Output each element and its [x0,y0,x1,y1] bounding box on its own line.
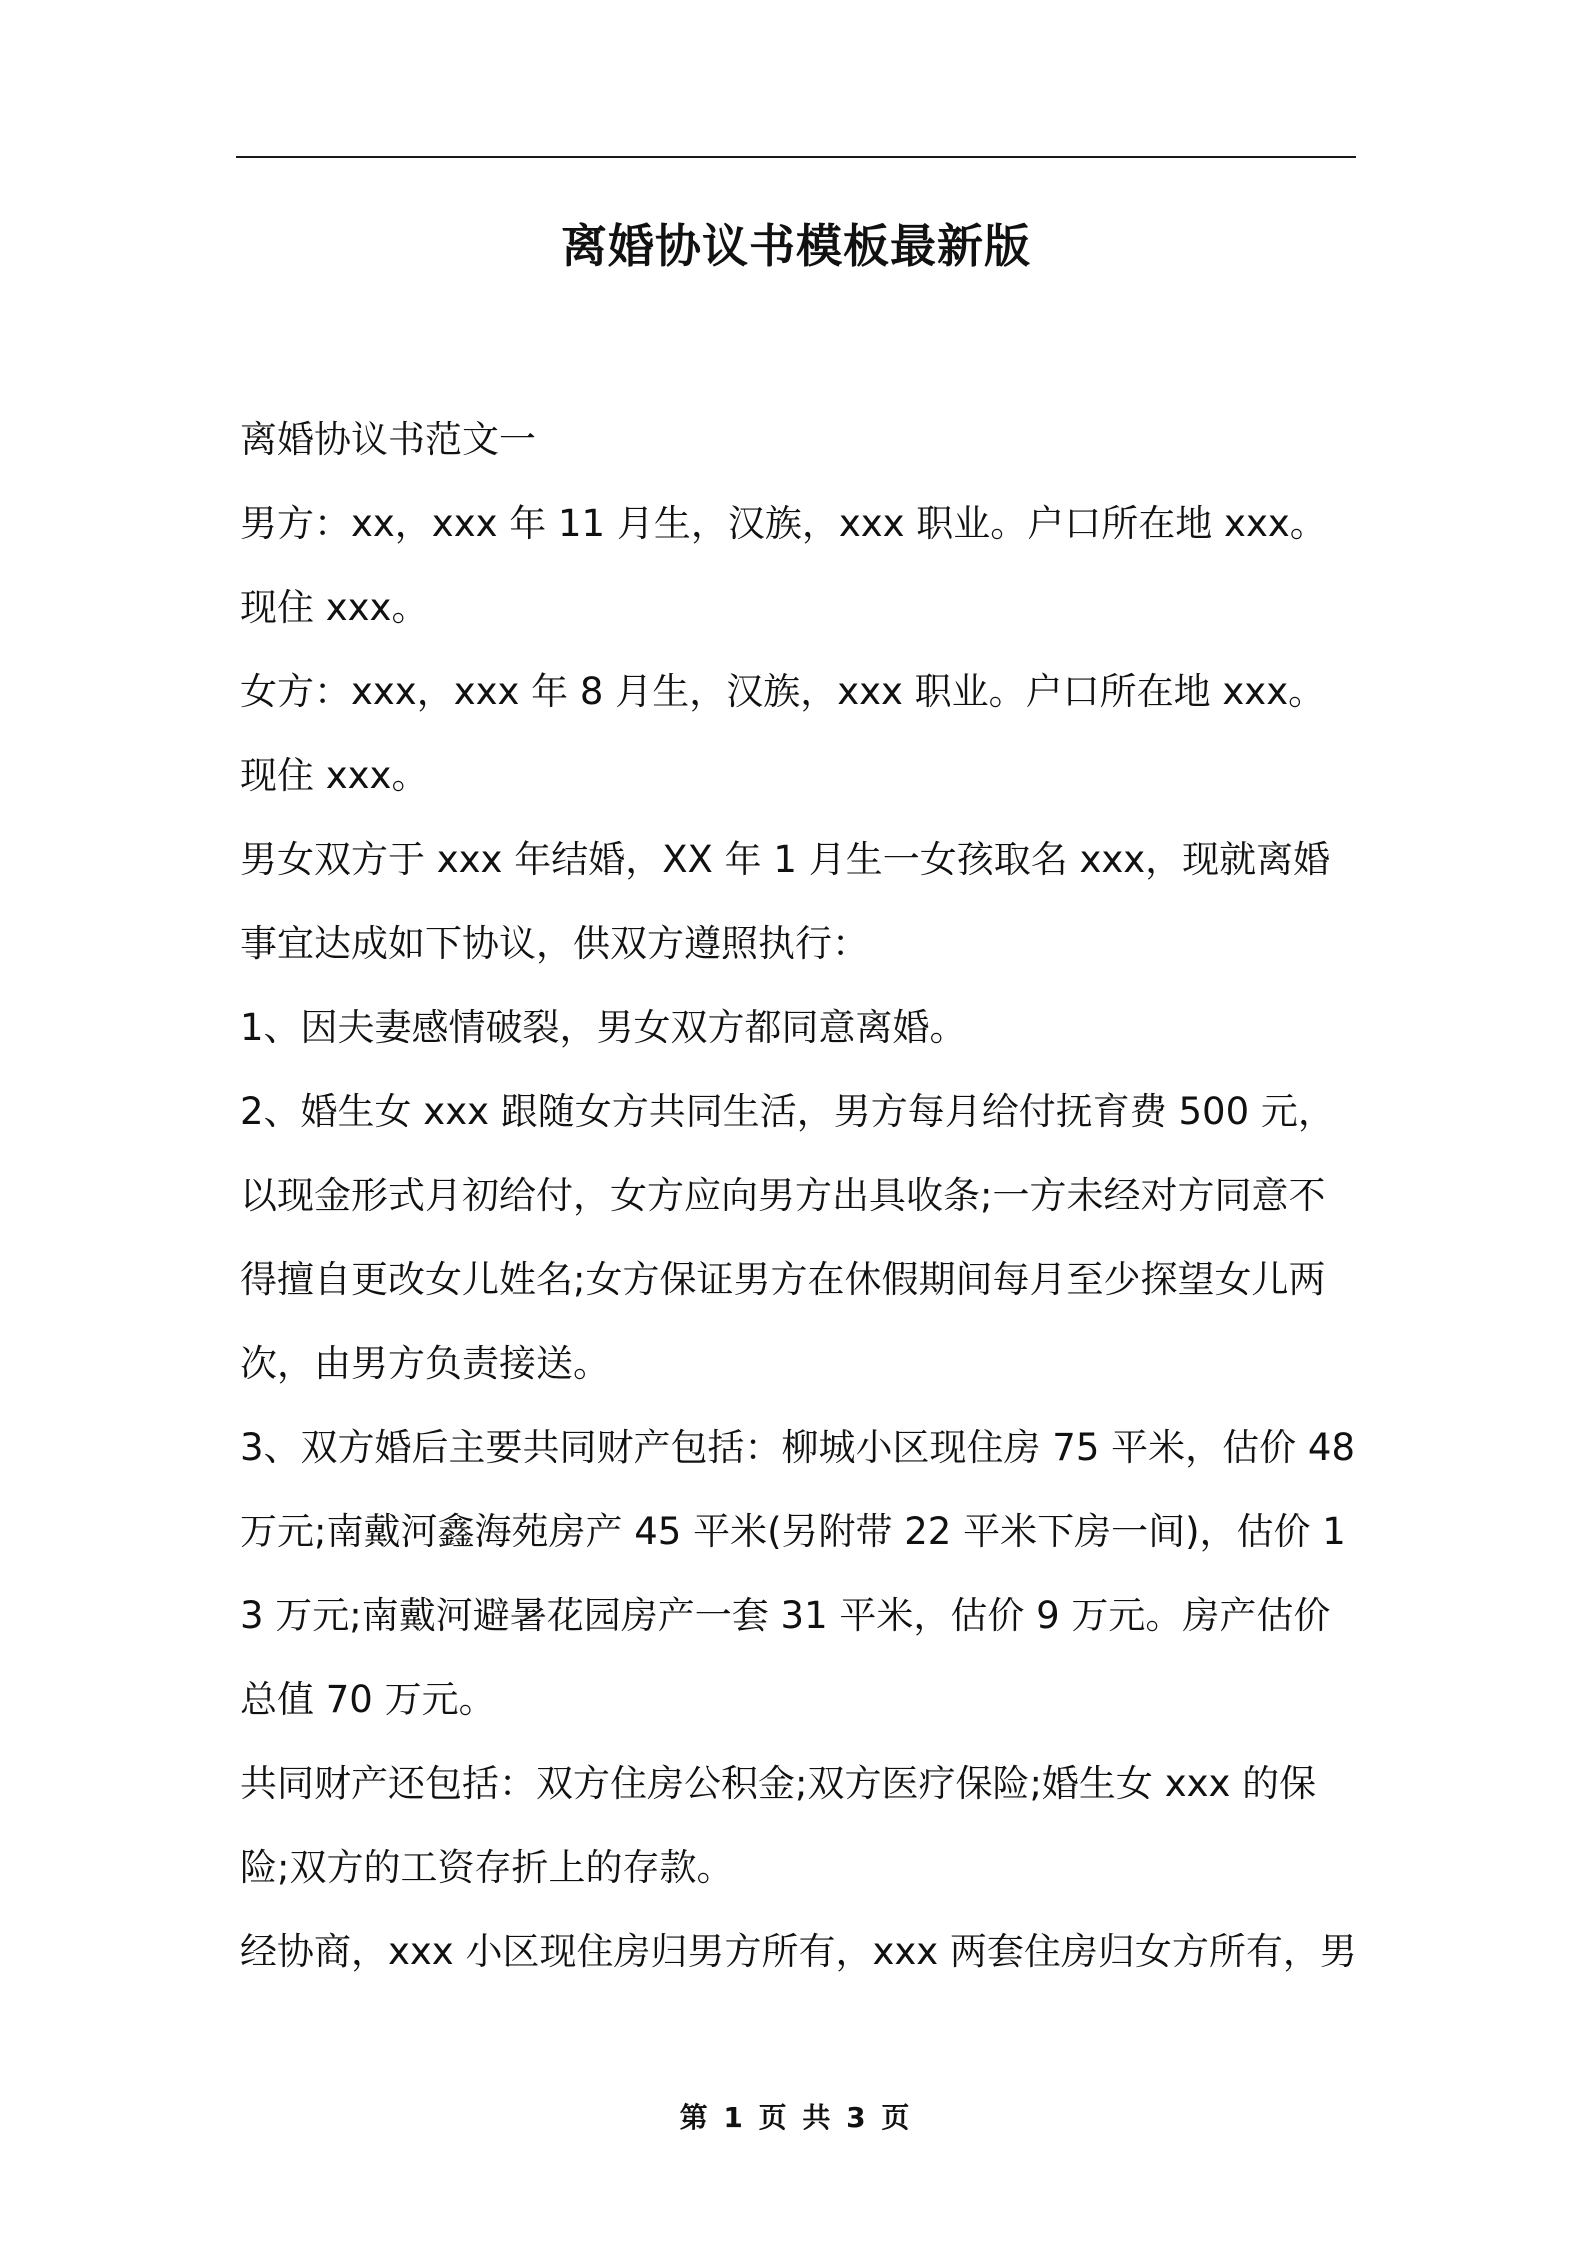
clause-2: 2、婚生女 xxx 跟随女方共同生活，男方每月给付抚育费 500 元，以现金形式月初给付，女方应向男方出具收条;一方未经对方同意不得擅自更改女儿姓名;女方保证男方在休假期间每月至少探望女儿两次，由男方负责接送。 [240,1090,1335,1385]
document-title: 离婚协议书模板最新版 [561,219,1031,273]
document-body [240,398,1360,1994]
section-heading: 离婚协议书范文一 [240,418,536,461]
paragraph-female-party: 女方：xxx，xxx 年 8 月生，汉族，xxx 职业。户口所在地 xxx。现住 xxx。 [240,670,1326,797]
clause-3: 3、双方婚后主要共同财产包括：柳城小区现住房 75 平米，估价 48 万元;南戴河鑫海苑房产 45 平米(另附带 22 平米下房一间)，估价 13 万元;南戴河避暑花园房产一套 31 平米，估价 9 万元。房产估价总值 70 万元。 [240,1426,1355,1721]
paragraph-marriage-info: 男女双方于 xxx 年结婚，XX 年 1 月生一女孩取名 xxx，现就离婚事宜达成如下协议，供双方遵照执行： [240,838,1331,965]
clause-1: 1、因夫妻感情破裂，男女双方都同意离婚。 [240,1006,967,1049]
page-number: 第 1 页 共 3 页 [679,2101,913,2134]
paragraph-shared-property: 共同财产还包括：双方住房公积金;双方医疗保险;婚生女 xxx 的保险;双方的工资存折上的存款。 [240,1762,1317,1889]
paragraph-negotiation: 经协商，xxx 小区现住房归男方所有，xxx 两套住房归女方所有，男 [240,1930,1357,1973]
paragraph-male-party: 男方：xx，xxx 年 11 月生，汉族，xxx 职业。户口所在地 xxx。现住 xxx。 [240,502,1327,629]
header-rule [236,156,1356,158]
